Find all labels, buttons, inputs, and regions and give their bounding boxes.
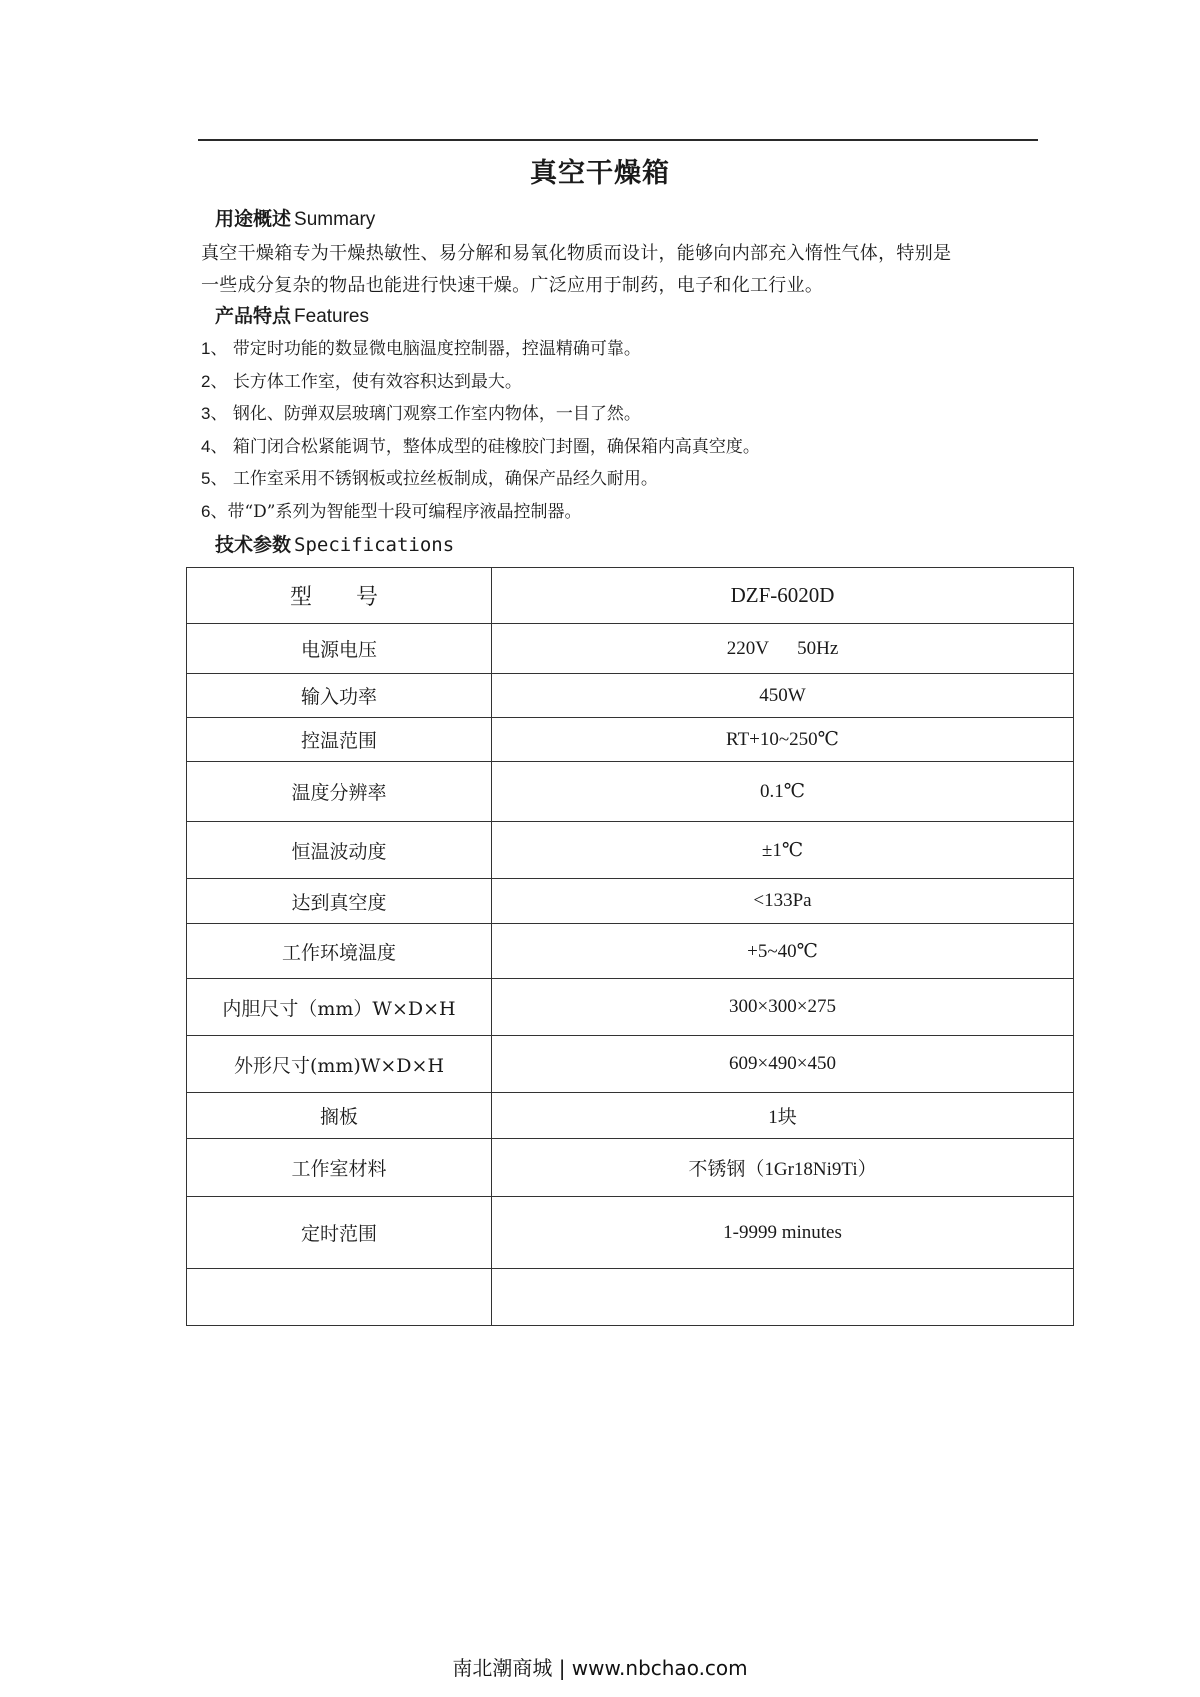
spec-value: 300×300×275 [492, 979, 1074, 1036]
features-heading [215, 302, 369, 331]
spec-label: 输入功率 [187, 674, 492, 718]
spec-label: 恒温波动度 [187, 822, 492, 879]
spec-value: 220V 50Hz [492, 624, 1074, 674]
spec-label: 工作环境温度 [187, 924, 492, 979]
feature-number: 4、 [201, 436, 228, 456]
spec-label: 定时范围 [187, 1197, 492, 1269]
feature-text: 长方体工作室，使有效容积达到最大。 [232, 371, 522, 392]
feature-number: 6、 [201, 501, 228, 521]
table-row [187, 1093, 1074, 1139]
feature-number: 2、 [201, 371, 228, 391]
features-heading-en: Features [294, 306, 369, 327]
specifications-table [186, 567, 1074, 1326]
table-row [187, 718, 1074, 762]
spec-value [492, 1269, 1074, 1326]
feature-number: 3、 [201, 404, 228, 423]
top-rule [198, 139, 1038, 141]
spec-label: 温度分辨率 [187, 762, 492, 822]
spec-label: 搁板 [187, 1093, 492, 1139]
table-row [187, 762, 1074, 822]
page-title: 真空干燥箱 [530, 158, 670, 189]
features-heading-zh: 产品特点 [215, 305, 292, 327]
spec-label: 工作室材料 [187, 1139, 492, 1197]
table-row [187, 1197, 1074, 1269]
feature-number: 5、 [201, 469, 228, 488]
list-item [201, 366, 760, 399]
summary-heading-zh: 用途概述 [215, 208, 292, 230]
spec-value: <133Pa [492, 879, 1074, 924]
table-row [187, 624, 1074, 674]
table-row [187, 1269, 1074, 1326]
summary-heading-en: Summary [294, 209, 376, 230]
list-item [201, 496, 760, 529]
feature-text: 带定时功能的数显微电脑温度控制器，控温精确可靠。 [232, 339, 641, 359]
specs-heading-en: Specifications [294, 534, 455, 556]
spec-value: ±1℃ [492, 822, 1074, 879]
table-row [187, 822, 1074, 879]
feature-text: 箱门闭合松紧能调节，整体成型的硅橡胶门封圈，确保箱内高真空度。 [232, 436, 760, 457]
list-item [201, 398, 760, 431]
list-item [201, 431, 760, 464]
list-item [201, 463, 760, 496]
spec-label: 控温范围 [187, 718, 492, 762]
spec-label: 内胆尺寸（mm）W×D×H [187, 979, 492, 1036]
specs-heading-zh: 技术参数 [215, 534, 292, 556]
spec-label: 达到真空度 [187, 879, 492, 924]
table-row [187, 979, 1074, 1036]
feature-text: 带“D”系列为智能型十段可编程序液晶控制器。 [227, 501, 582, 522]
model-value: DZF-6020D [730, 583, 835, 607]
spec-value: RT+10~250℃ [492, 718, 1074, 762]
list-item [201, 333, 760, 366]
spec-value: 不锈钢（1Gr18Ni9Ti） [492, 1139, 1074, 1197]
table-header-row [187, 568, 1074, 624]
model-label-cell [187, 568, 492, 624]
spec-value: 0.1℃ [492, 762, 1074, 822]
feature-text: 工作室采用不锈钢板或拉丝板制成，确保产品经久耐用。 [232, 469, 658, 489]
spec-value: 1块 [492, 1093, 1074, 1139]
footer-brand: 南北潮商城 | www.nbchao.com [452, 1656, 748, 1680]
table-row [187, 924, 1074, 979]
summary-line: 一些成分复杂的物品也能进行快速干燥。广泛应用于制药，电子和化工行业。 [201, 275, 824, 296]
specs-heading [215, 531, 454, 559]
table-row [187, 1036, 1074, 1093]
table-row [187, 674, 1074, 718]
feature-number: 1、 [201, 339, 228, 358]
summary-paragraph [201, 238, 1041, 302]
model-value-cell [492, 568, 1074, 624]
summary-line: 真空干燥箱专为干燥热敏性、易分解和易氧化物质而设计，能够向内部充入惰性气体，特别是 [201, 243, 952, 264]
table-row [187, 1139, 1074, 1197]
spec-label: 外形尺寸(mm)W×D×H [187, 1036, 492, 1093]
spec-label [187, 1269, 492, 1326]
summary-heading [215, 205, 375, 234]
spec-value: 450W [492, 674, 1074, 718]
spec-value: 1-9999 minutes [492, 1197, 1074, 1269]
spec-value: +5~40℃ [492, 924, 1074, 979]
features-list [201, 333, 760, 528]
spec-label: 电源电压 [187, 624, 492, 674]
feature-text: 钢化、防弹双层玻璃门观察工作室内物体，一目了然。 [232, 404, 641, 424]
spec-value: 609×490×450 [492, 1036, 1074, 1093]
table-row [187, 879, 1074, 924]
model-label: 型 号 [290, 585, 388, 610]
